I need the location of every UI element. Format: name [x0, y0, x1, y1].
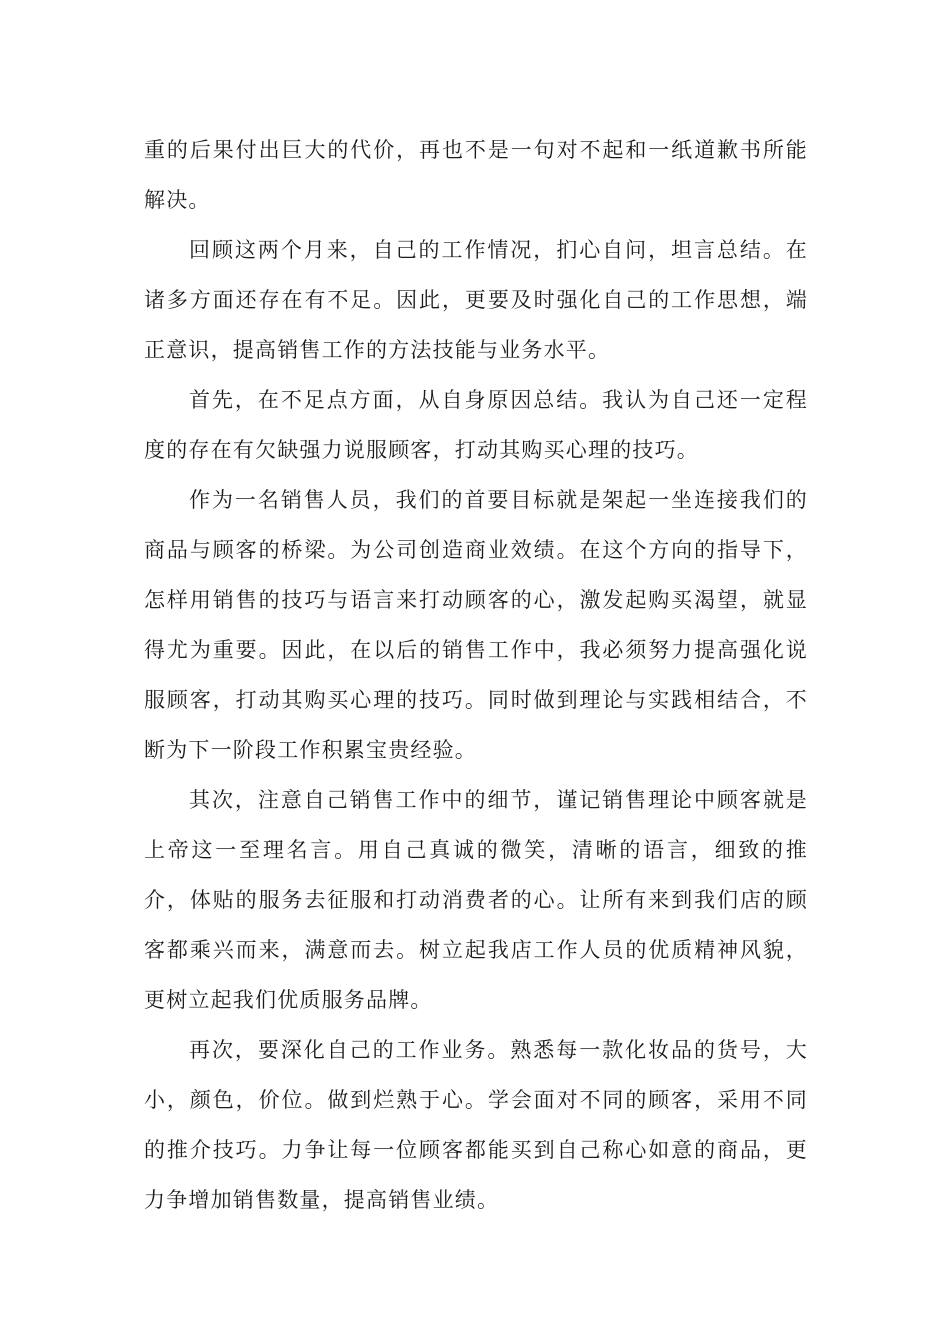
paragraph-review: 回顾这两个月来，自己的工作情况，扪心自问，坦言总结。在诸多方面还存在有不足。因此，更要及时强化自己的工作思想，端正意识，提高销售工作的方法技能与业务水平。 — [144, 238, 808, 362]
paragraph-business: 再次，要深化自己的工作业务。熟悉每一款化妆品的货号，大小，颜色，价位。做到烂熟于心。学会面对不同的顾客，采用不同的推介技巧。力争让每一位顾客都能买到自己称心如意的商品，更力争增加销售数量，提高销售业绩。 — [144, 1038, 808, 1212]
paragraph-details: 其次，注意自己销售工作中的细节，谨记销售理论中顾客就是上帝这一至理名言。用自己真诚的微笑，清晰的语言，细致的推介，体贴的服务去征服和打动消费者的心。让所有来到我们店的顾客都乘兴而来，满意而去。树立起我店工作人员的优质精神风貌，更树立起我们优质服务品牌。 — [144, 788, 808, 1012]
paragraph-continuation: 重的后果付出巨大的代价，再也不是一句对不起和一纸道歉书所能解决。 — [144, 138, 808, 212]
paragraph-shortcomings: 首先，在不足点方面，从自身原因总结。我认为自己还一定程度的存在有欠缺强力说服顾客，打动其购买心理的技巧。 — [144, 388, 808, 462]
paragraph-sales-goal: 作为一名销售人员，我们的首要目标就是架起一坐连接我们的商品与顾客的桥梁。为公司创造商业效绩。在这个方向的指导下，怎样用销售的技巧与语言来打动顾客的心，激发起购买渴望，就显得尤为重要。因此，在以后的销售工作中，我必须努力提高强化说服顾客，打动其购买心理的技巧。同时做到理论与实践相结合，不断为下一阶段工作积累宝贵经验。 — [144, 488, 808, 762]
document-body — [144, 125, 808, 1225]
